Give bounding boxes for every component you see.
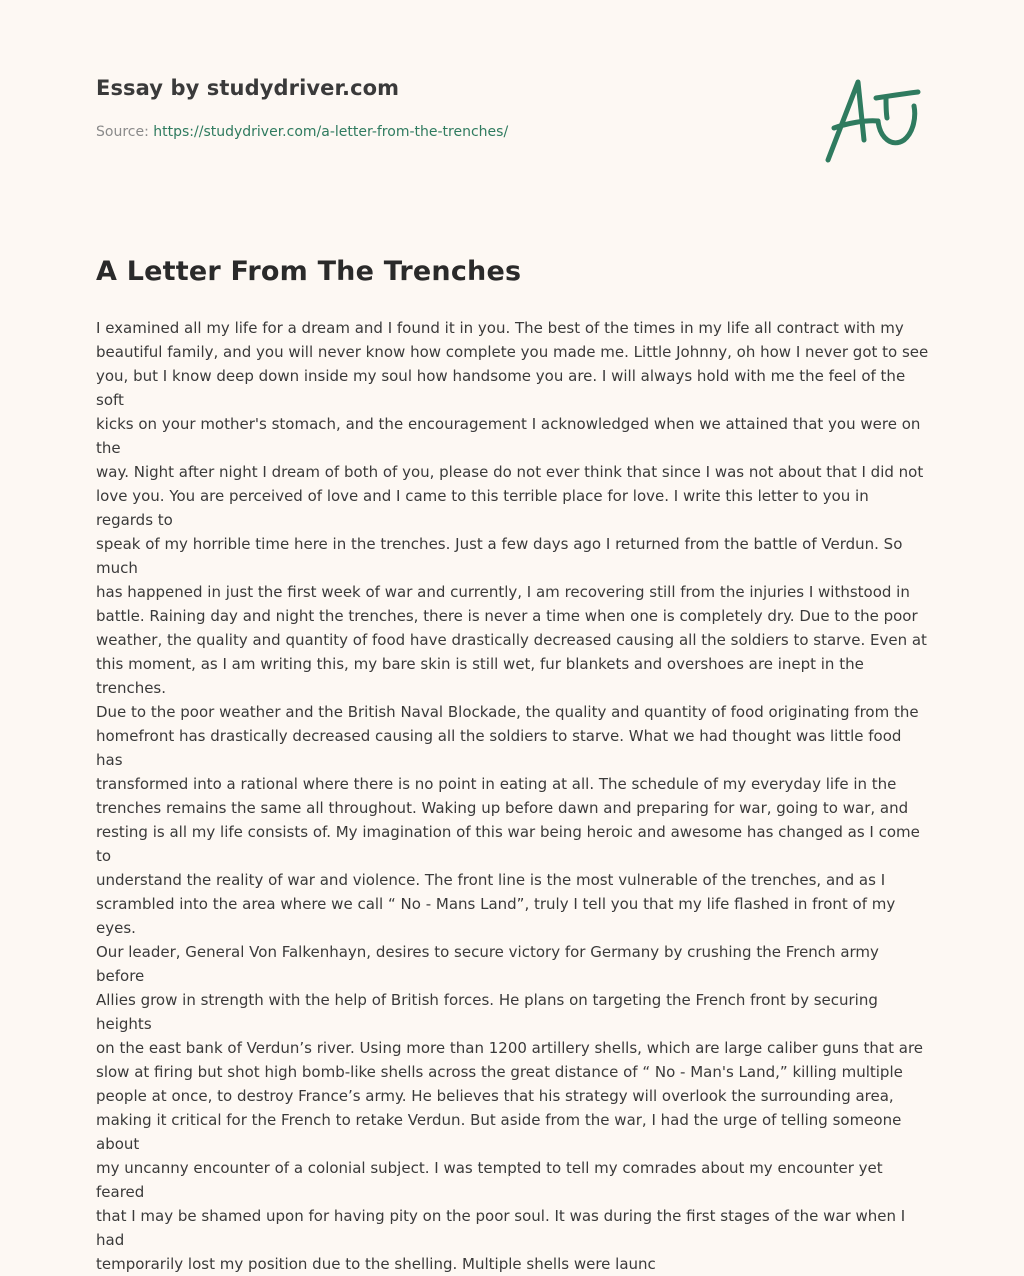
a-plus-logo-icon [820, 68, 930, 166]
source-link[interactable]: https://studydriver.com/a-letter-from-the-trenches/ [153, 124, 509, 140]
site-title: Essay by studydriver.com [96, 76, 400, 100]
source-line [96, 124, 508, 140]
source-label: Source: [96, 124, 149, 140]
essay-title: A Letter From The Trenches [96, 256, 522, 287]
essay-body: I examined all my life for a dream and I found it in you. The best of the times in my life all contract with my beautiful family, and you will never know how complete you made me. Little Johnny, oh how I never got to see you, but I know deep down inside my soul how handsome you are. I will always hold with me the feel of the soft kicks on your mother's stomach, and the encouragement I acknowledged when we attained that you were on the way. Night after night I dream of both of you, please do not ever think that since I was not about that I did not love you. You are perceived of love and I came to this terrible place for love. I write this letter to you in regards to speak of my horrible time here in the trenches. Just a few days ago I returned from the battle of Verdun. So much has happened in just the first week of war and currently, I am recovering still from the injuries I withstood in battle. Raining day and night the trenches, there is never a time when one is completely dry. Due to the poor weather, the quality and quantity of food have drastically decreased causing all the soldiers to starve. Even at this moment, as I am writing this, my bare skin is still wet, fur blankets and overshoes are inept in the trenches. Due to the poor weather and the British Naval Blockade, the quality and quantity of food originating from the homefront has drastically decreased causing all the soldiers to starve. What we had thought was little food has transformed into a rational where there is no point in eating at all. The schedule of my everyday life in the trenches remains the same all throughout. Waking up before dawn and preparing for war, going to war, and resting is all my life consists of. My imagination of this war being heroic and awesome has changed as I come to understand the reality of war and violence. The front line is the most vulnerable of the trenches, and as I scrambled into the area where we call “ No - Mans Land”, truly I tell you that my life flashed in front of my eyes. Our leader, General Von Falkenhayn, desires to secure victory for Germany by crushing the French army before Allies grow in strength with the help of British forces. He plans on targeting the French front by securing heights on the east bank of Verdun’s river. Using more than 1200 artillery shells, which are large caliber guns that are slow at firing but shot high bomb-like shells across the great distance of “ No - Man's Land,” killing multiple people at once, to destroy France’s army. He believes that his strategy will overlook the surrounding area, making it critical for the French to retake Verdun. But aside from the war, I had the urge of telling someone about my uncanny encounter of a colonial subject. I was tempted to tell my comrades about my encounter yet feared that I may be shamed upon for having pity on the poor soul. It was during the first stages of the war when I had temporarily lost my position due to the shelling. Multiple shells were launc [96, 319, 929, 1273]
